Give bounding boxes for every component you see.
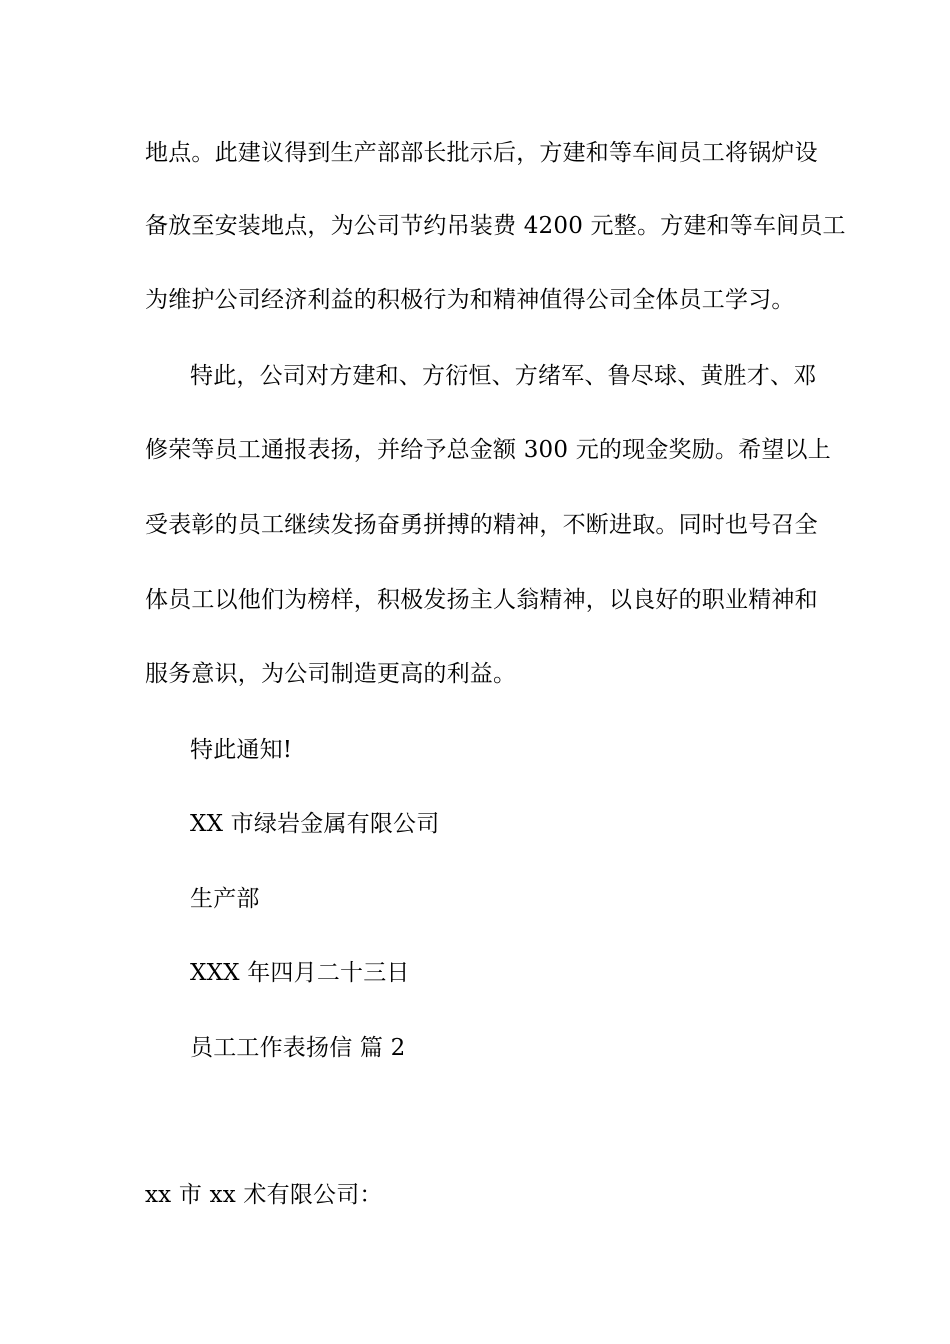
- section-title: 员工工作表扬信 篇 2: [190, 1035, 406, 1061]
- paragraph-1-line-1: 地点。此建议得到生产部部长批示后，方建和等车间员工将锅炉设: [145, 140, 818, 166]
- paragraph-2-line-2: 修荣等员工通报表扬，并给予总金额 300 元的现金奖励。希望以上: [145, 437, 831, 463]
- letter-recipient: xx 市 xx 术有限公司：: [145, 1182, 383, 1208]
- paragraph-2-line-4: 体员工以他们为榜样，积极发扬主人翁精神，以良好的职业精神和: [145, 587, 818, 613]
- paragraph-1-line-3: 为维护公司经济利益的积极行为和精神值得公司全体员工学习。: [145, 287, 795, 313]
- paragraph-2-line-3: 受表彰的员工继续发扬奋勇拼搏的精神，不断进取。同时也号召全: [145, 512, 818, 538]
- paragraph-1-line-2: 备放至安装地点，为公司节约吊装费 4200 元整。方建和等车间员工: [145, 213, 846, 239]
- paragraph-2-line-5: 服务意识，为公司制造更高的利益。: [145, 661, 517, 687]
- company-name: XX 市绿岩金属有限公司: [190, 811, 440, 837]
- document-date: XXX 年四月二十三日: [190, 960, 410, 986]
- department-name: 生产部: [190, 886, 260, 912]
- notice-closing: 特此通知!: [190, 737, 293, 763]
- paragraph-2-line-1: 特此，公司对方建和、方衍恒、方绪军、鲁尽球、黄胜才、邓: [190, 363, 817, 389]
